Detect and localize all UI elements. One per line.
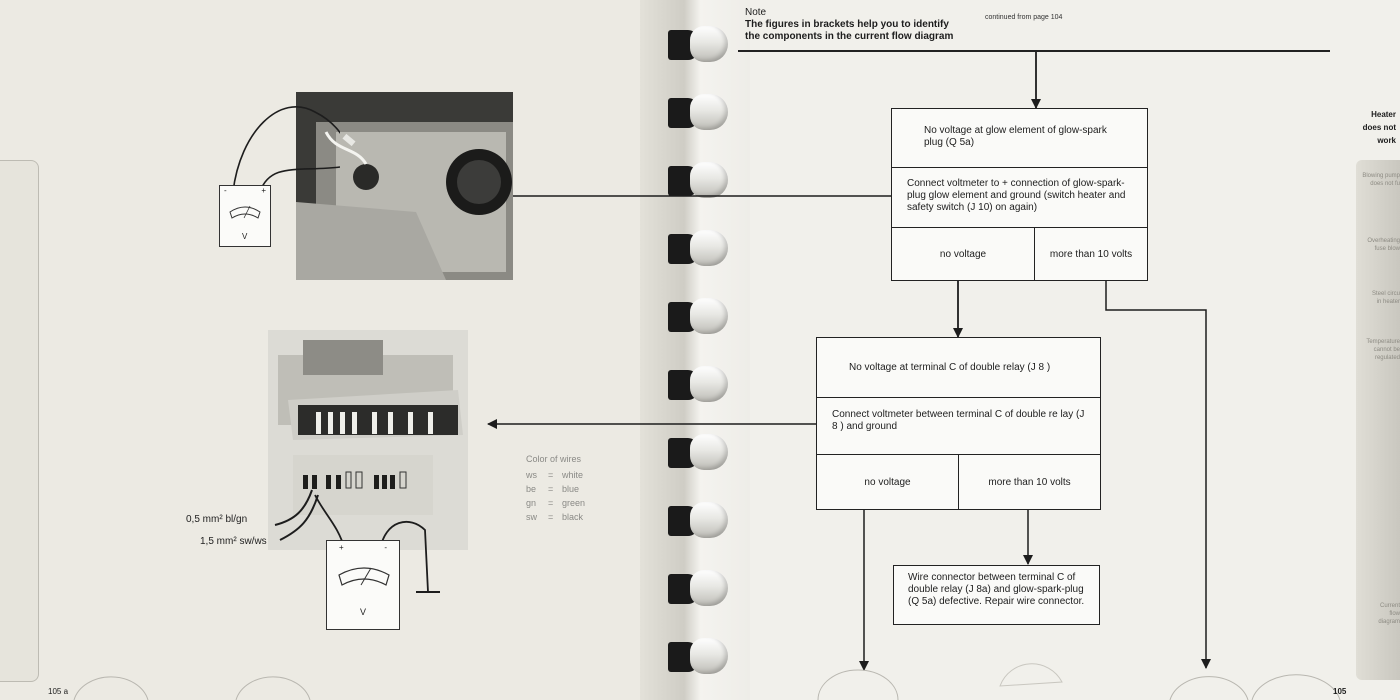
wire-label-sw-ws: 1,5 mm² sw/ws [200, 536, 267, 547]
flow-box-options [817, 454, 1100, 510]
legend-row: gn = green [526, 498, 586, 508]
punch-hole [1000, 664, 1062, 686]
meter-dial-icon [327, 559, 401, 599]
option-more-than-10-volts: more than 10 volts [1034, 228, 1147, 281]
side-tab-item: Overheating fuse blow [1367, 238, 1400, 252]
voltmeter-bottom [326, 540, 400, 630]
voltmeter-top [219, 185, 271, 247]
flow-box-options [892, 227, 1147, 281]
legend-row: ws = white [526, 470, 584, 480]
flow-box-repair: Wire connector between terminal C of double relay (J 8a) and glow-spark-plug (Q 5a) defective. Repair wire connector. [893, 565, 1100, 625]
punch-hole [74, 677, 148, 700]
wire-color-legend [526, 452, 585, 524]
side-tab-item: Steel circu in heater [1371, 291, 1400, 305]
flow-box-title: No voltage at glow element of glow-spark plug (Q 5a) [924, 125, 1107, 148]
side-tab-item: Current flow diagram [1378, 603, 1400, 625]
wire-label-bl-gn: 0,5 mm² bl/gn [186, 514, 248, 525]
meter-dial-icon [220, 198, 272, 228]
flow-box-instruction: Connect voltmeter between terminal C of double re lay (J 8 ) and ground [817, 397, 1100, 454]
legend-row: sw = black [526, 512, 584, 522]
side-tab-item: Temperature cannot be regulated [1366, 339, 1400, 361]
note-line: The figures in brackets help you to identify [745, 19, 949, 30]
meter-unit: V [360, 607, 367, 617]
flow-box-title: No voltage at terminal C of double relay (J 8 ) [849, 361, 1051, 373]
flow-box-instruction: Connect voltmeter to + connection of glow-spark-plug glow element and ground (switch heater and safety switch (J 10) on again) [892, 167, 1147, 227]
meter-unit: V [242, 232, 248, 241]
punch-hole [1252, 675, 1340, 700]
meter-terminal-plus: + [339, 543, 344, 552]
meter-terminal-minus: - [224, 186, 227, 195]
page-number-right: 105 [1333, 687, 1347, 696]
meter-terminal-plus: + [261, 186, 266, 195]
punch-hole [236, 677, 310, 700]
option-no-voltage: no voltage [939, 248, 987, 260]
note-title: Note [745, 7, 767, 18]
side-tab-title: Heater does not work [1362, 110, 1396, 145]
flow-box-double-relay [816, 337, 1101, 510]
punch-hole [1170, 677, 1248, 700]
continued-label: continued from page 104 [985, 14, 1063, 21]
punch-hole [818, 670, 898, 700]
legend-title: Color of wires [526, 454, 582, 464]
flow-box-glow-element [891, 108, 1148, 281]
option-more-than-10-volts: more than 10 volts [958, 455, 1100, 510]
note-line: the components in the current flow diagram [745, 31, 954, 42]
meter-terminal-minus: - [384, 543, 387, 552]
side-tab-item: Blowing pump does not fu [1362, 173, 1400, 187]
option-no-voltage: no voltage [864, 476, 911, 488]
legend-row: be = blue [526, 484, 580, 494]
arrow-right-continue [1106, 281, 1206, 668]
page-number-left: 105 a [48, 687, 69, 696]
